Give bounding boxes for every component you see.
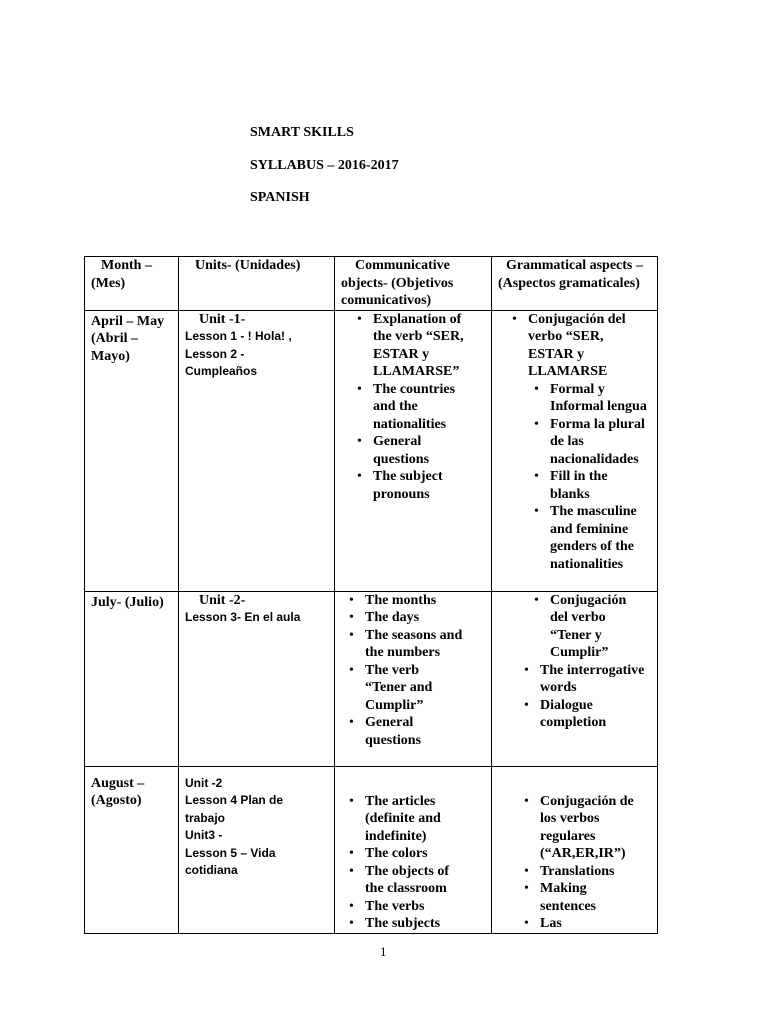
list-item-line: • The days bbox=[365, 610, 420, 625]
list-item-line: ESTAR y bbox=[373, 346, 430, 362]
list-item bbox=[540, 662, 651, 697]
list-item-line: sentences bbox=[540, 898, 596, 914]
list-item-line: los verbos bbox=[540, 811, 600, 826]
month-cell bbox=[85, 591, 179, 766]
unit-title: Unit -2- bbox=[199, 592, 246, 608]
lesson-line: Lesson 2 - bbox=[185, 346, 245, 361]
communicative-cell bbox=[335, 766, 492, 933]
list-item bbox=[550, 592, 651, 662]
list-item-line: verbo “SER, bbox=[528, 329, 604, 344]
list-item-line: completion bbox=[540, 715, 607, 730]
grammatical-cell bbox=[492, 310, 658, 591]
list-item-line: the classroom bbox=[365, 881, 447, 896]
header-grammatical-line: (Aspectos gramaticales) bbox=[498, 275, 640, 291]
list-item-line: de las bbox=[550, 434, 584, 449]
list-item-line: • Dialogue bbox=[540, 697, 593, 713]
header-month-line: (Mes) bbox=[91, 275, 126, 291]
table-row bbox=[85, 766, 658, 933]
list-item-line: • The months bbox=[365, 592, 437, 608]
list-item bbox=[365, 898, 485, 916]
list-item-line: words bbox=[540, 680, 577, 695]
list-item-line: • General bbox=[373, 434, 422, 449]
header-units bbox=[179, 257, 335, 311]
month-line: August – bbox=[91, 775, 145, 791]
list-item-line: pronouns bbox=[373, 486, 430, 502]
list-item-line: • Conjugación de bbox=[540, 793, 634, 809]
list-item-line: • Conjugación bbox=[550, 592, 627, 608]
header-communicative-line: Communicative bbox=[355, 258, 450, 273]
grammatical-cell bbox=[492, 591, 658, 766]
document-subtitle: SYLLABUS – 2016-2017 bbox=[250, 158, 399, 173]
list-item bbox=[550, 416, 651, 469]
list-item-line: • The verb bbox=[365, 662, 420, 678]
list-item-line: • Fill in the bbox=[550, 469, 608, 484]
table-header-row bbox=[85, 257, 658, 311]
month-cell bbox=[85, 766, 179, 933]
list-item bbox=[365, 793, 485, 846]
list-item-line: • Forma la plural bbox=[550, 416, 645, 432]
list-item bbox=[365, 662, 485, 715]
month-line: July- (Julio) bbox=[91, 594, 164, 610]
list-item-line: questions bbox=[373, 451, 430, 467]
list-item-line: • Making bbox=[540, 881, 587, 896]
list-item bbox=[365, 915, 485, 933]
list-item-line: the numbers bbox=[365, 645, 441, 660]
list-item bbox=[550, 503, 651, 573]
unit-title: Unit -1- bbox=[199, 311, 246, 327]
list-item bbox=[540, 915, 651, 933]
list-item-line: the verb “SER, bbox=[373, 329, 464, 344]
header-communicative-line: comunicativos) bbox=[341, 293, 432, 308]
lesson-line: trabajo bbox=[185, 810, 226, 825]
table-row bbox=[85, 310, 658, 591]
list-item-line: genders of the bbox=[550, 539, 634, 554]
lesson-line: cotidiana bbox=[185, 863, 238, 877]
list-item-line: ESTAR y bbox=[528, 346, 585, 362]
header-month bbox=[85, 257, 179, 311]
lesson-line: Lesson 1 - ! Hola! , bbox=[185, 329, 292, 343]
list-item-line: “Tener and bbox=[365, 680, 433, 695]
list-item-line: del verbo bbox=[550, 610, 606, 625]
month-line: (Abril – bbox=[91, 331, 139, 346]
list-item-line: • General bbox=[365, 715, 414, 730]
list-item bbox=[540, 863, 651, 881]
communicative-cell bbox=[335, 591, 492, 766]
list-item-line: • The interrogative bbox=[540, 662, 645, 678]
month-line: April – May bbox=[91, 313, 165, 329]
syllabus-table bbox=[84, 256, 658, 934]
lesson-line: Unit3 - bbox=[185, 828, 223, 842]
list-item bbox=[540, 880, 651, 915]
list-item-line: and feminine bbox=[550, 521, 629, 537]
list-item-line: (“AR,ER,IR”) bbox=[540, 846, 626, 861]
list-item-line: • Conjugación del bbox=[528, 311, 626, 327]
header-grammatical bbox=[492, 257, 658, 311]
list-item bbox=[550, 468, 651, 503]
list-item-line: and the bbox=[373, 399, 418, 414]
list-item bbox=[373, 311, 485, 381]
list-item-line: nacionalidades bbox=[550, 451, 639, 467]
table-row bbox=[85, 591, 658, 766]
list-item-line: (definite and bbox=[365, 811, 441, 826]
lesson-line: Lesson 3- En el aula bbox=[185, 610, 301, 624]
list-item bbox=[540, 697, 651, 732]
unit-cell bbox=[179, 591, 335, 766]
page-number: 1 bbox=[380, 944, 387, 959]
header-communicative-line: objects- (Objetivos bbox=[341, 275, 454, 291]
list-item-line: indefinite) bbox=[365, 828, 427, 844]
list-item bbox=[365, 714, 485, 749]
header-month-line: Month – bbox=[101, 258, 152, 273]
lesson-line: Unit -2 bbox=[185, 775, 223, 790]
list-item bbox=[365, 845, 485, 863]
list-item-line: • Translations bbox=[540, 863, 615, 879]
list-item-line: • The subjects bbox=[365, 916, 441, 931]
document-subject: SPANISH bbox=[250, 190, 310, 205]
list-item bbox=[365, 863, 485, 898]
header-grammatical-line: Grammatical aspects – bbox=[506, 258, 643, 273]
list-item-line: nationalities bbox=[373, 416, 447, 432]
month-line: Mayo) bbox=[91, 348, 130, 364]
list-item-line: • The seasons and bbox=[365, 627, 463, 643]
list-item-line: • The articles bbox=[365, 793, 436, 809]
list-item-line: • The countries bbox=[373, 381, 456, 397]
list-item bbox=[373, 433, 485, 468]
list-item bbox=[540, 793, 651, 863]
list-item-line: LLAMARSE bbox=[528, 364, 608, 379]
list-item-line: • The masculine bbox=[550, 504, 637, 519]
unit-cell bbox=[179, 310, 335, 591]
month-line: (Agosto) bbox=[91, 793, 142, 808]
list-item bbox=[550, 381, 651, 416]
list-item-line: blanks bbox=[550, 486, 590, 502]
list-item bbox=[365, 609, 485, 627]
list-item-line: questions bbox=[365, 732, 422, 748]
lesson-line: Lesson 4 Plan de bbox=[185, 793, 284, 807]
header-communicative bbox=[335, 257, 492, 311]
list-item bbox=[365, 627, 485, 662]
header-units-line: Units- (Unidades) bbox=[195, 258, 301, 273]
list-item-line: nationalities bbox=[550, 556, 624, 572]
list-item bbox=[373, 468, 485, 503]
lesson-line: Cumpleaños bbox=[185, 364, 258, 378]
list-item-line: Cumplir” bbox=[365, 697, 424, 713]
lesson-line: Lesson 5 – Vida bbox=[185, 845, 276, 860]
list-item-line: LLAMARSE” bbox=[373, 364, 460, 379]
list-item-line: “Tener y bbox=[550, 627, 602, 643]
document-title: SMART SKILLS bbox=[250, 125, 354, 140]
grammatical-cell bbox=[492, 766, 658, 933]
list-item-line: • Explanation of bbox=[373, 311, 462, 327]
list-item-line: • Las bbox=[540, 916, 562, 931]
list-item-line: Informal lengua bbox=[550, 399, 647, 414]
list-item-line: • The verbs bbox=[365, 898, 425, 914]
list-item-line: • The subject bbox=[373, 469, 443, 484]
unit-cell bbox=[179, 766, 335, 933]
month-cell bbox=[85, 310, 179, 591]
list-item bbox=[373, 381, 485, 434]
list-item-line: Cumplir” bbox=[550, 645, 609, 660]
list-item-line: regulares bbox=[540, 828, 596, 844]
list-item-line: • The colors bbox=[365, 846, 428, 861]
list-item-line: • Formal y bbox=[550, 381, 605, 397]
communicative-cell bbox=[335, 310, 492, 591]
list-item bbox=[365, 592, 485, 610]
list-item bbox=[528, 311, 651, 381]
list-item-line: • The objects of bbox=[365, 863, 449, 879]
